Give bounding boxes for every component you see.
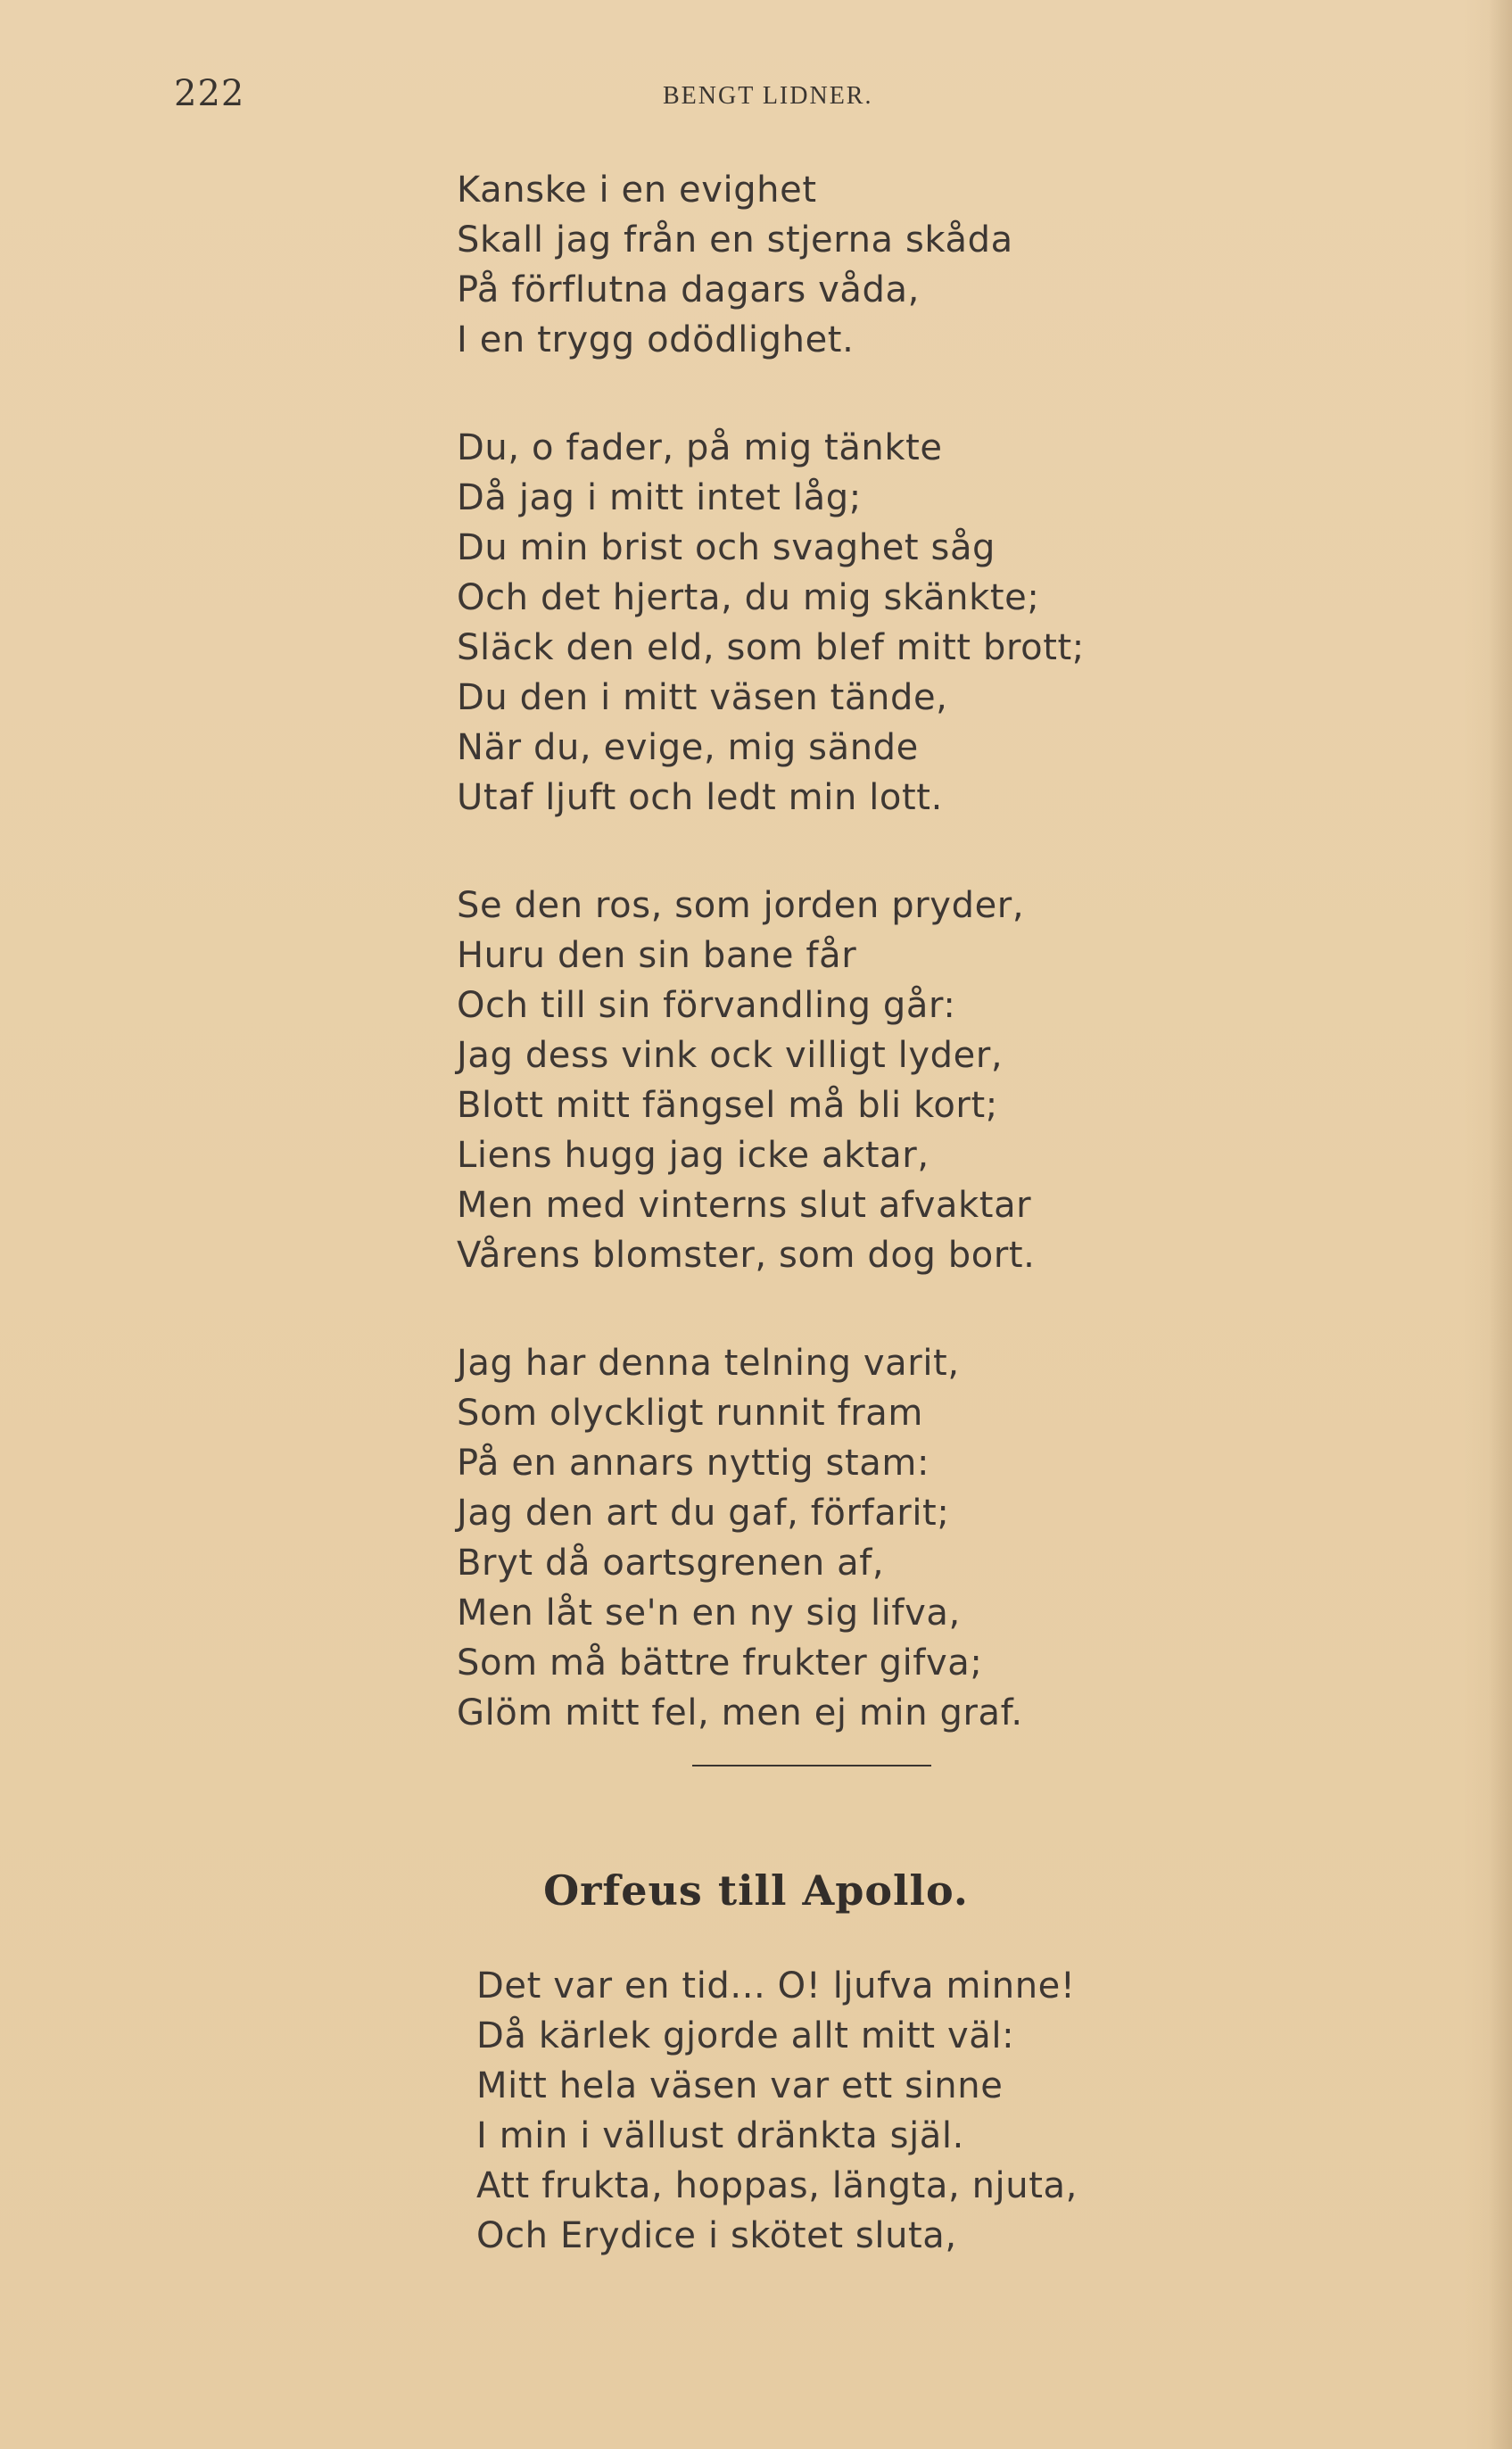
section-title: Orfeus till Apollo.	[543, 1866, 969, 1915]
poem-line: Huru den sin bane får	[457, 935, 857, 976]
poem-line: Kanske i en evighet	[457, 170, 817, 211]
section-divider	[692, 1765, 931, 1766]
stanza-1	[457, 165, 1456, 365]
poem-line: Du den i mitt väsen tände,	[457, 677, 948, 718]
poem-line: Och till sin förvandling går:	[457, 985, 956, 1026]
poem-line: Då jag i mitt intet låg;	[457, 477, 862, 518]
stanza-4	[457, 1338, 1456, 1738]
poem-line: Och det hjerta, du mig skänkte;	[457, 577, 1040, 618]
poem-line: Du, o fader, på mig tänkte	[457, 427, 943, 468]
poem-line: Vårens blomster, som dog bort.	[457, 1235, 1036, 1276]
poem	[457, 165, 1456, 1796]
poem-line: Glöm mitt fel, men ej min graf.	[457, 1692, 1023, 1733]
page-number: 222	[174, 73, 245, 114]
poem-line: På en annars nyttig stam:	[457, 1443, 930, 1484]
poem-line: Bryt då oartsgrenen af,	[457, 1543, 885, 1584]
poem-line: Jag dess vink ock villigt lyder,	[457, 1035, 1004, 1076]
poem-line: Släck den eld, som blef mitt brott;	[457, 627, 1085, 668]
poem-line: Det var en tid... O! ljufva minne!	[476, 1965, 1076, 2006]
poem-line: Då kärlek gjorde allt mitt väl:	[476, 2015, 1015, 2056]
poem-line: Utaf ljuft och ledt min lott.	[457, 777, 943, 818]
poem-line: Som må bättre frukter gifva;	[457, 1642, 983, 1684]
poem-line: I en trygg odödlighet.	[457, 319, 855, 360]
poem-line: Jag har denna telning varit,	[457, 1343, 960, 1384]
running-head: BENGT LIDNER.	[663, 82, 873, 110]
page-header	[174, 73, 1334, 118]
poem-line: Men med vinterns slut afvaktar	[457, 1185, 1032, 1226]
poem-line: I min i vällust dränkta själ.	[476, 2115, 964, 2156]
poem-line: Blott mitt fängsel må bli kort;	[457, 1085, 998, 1126]
poem-line: På förflutna dagars våda,	[457, 269, 920, 310]
poem-line: Jag den art du gaf, förfarit;	[457, 1493, 950, 1534]
poem-line: Och Erydice i skötet sluta,	[476, 2215, 957, 2256]
stanza-2	[457, 423, 1456, 823]
poem-line: Som olyckligt runnit fram	[457, 1393, 923, 1434]
poem-line: När du, evige, mig sände	[457, 727, 919, 768]
stanza-3	[457, 881, 1456, 1280]
poem-line: Se den ros, som jorden pryder,	[457, 885, 1025, 926]
poem-line: Mitt hela väsen var ett sinne	[476, 2065, 1004, 2106]
poem-orfeus	[476, 1961, 1493, 2261]
poem-line: Men låt se'n en ny sig lifva,	[457, 1593, 961, 1634]
poem-line: Att frukta, hoppas, längta, njuta,	[476, 2165, 1078, 2206]
poem-line: Liens hugg jag icke aktar,	[457, 1135, 930, 1176]
poem-line: Du min brist och svaghet såg	[457, 527, 996, 568]
poem-line: Skall jag från en stjerna skåda	[457, 219, 1013, 261]
